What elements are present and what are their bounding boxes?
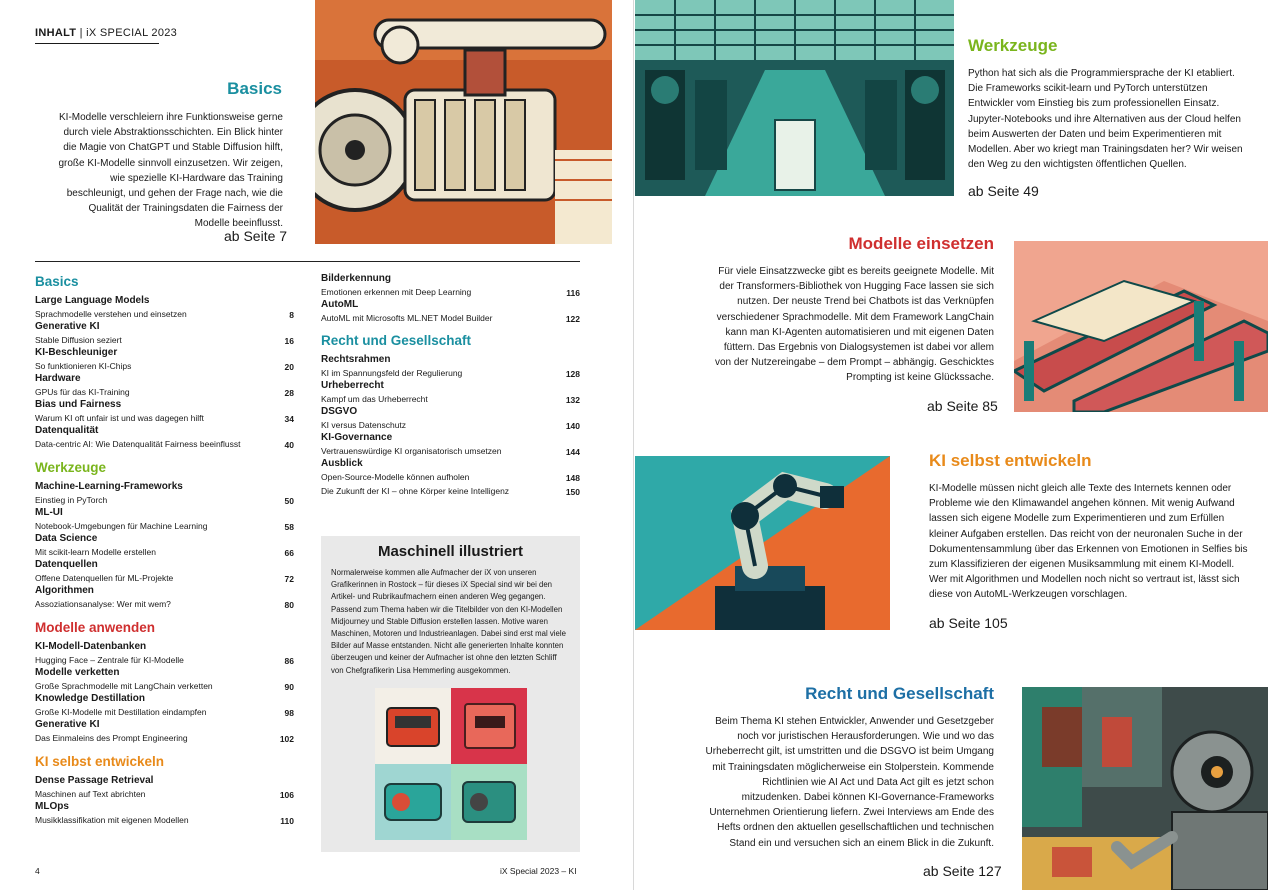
toc-entry-page: 150 [565, 487, 580, 497]
toc-entry-subtitle: Warum KI oft unfair ist und was dagegen hilft [35, 413, 204, 423]
modelle-heading: Modelle einsetzen [848, 234, 994, 253]
toc-entry-title: Knowledge Destillation [35, 693, 146, 704]
toc-entry-title: KI-Governance [321, 432, 393, 443]
toc-entry [35, 399, 294, 425]
toc-entry-title: AutoML [321, 299, 359, 310]
selbst-intro-text: KI-Modelle müssen nicht gleich alle Texte des Internets kennen oder Probleme wie den Klimawandel angehen können. Mit wenig Aufwand lassen sich eigene Modelle zum Experimentieren und zum Erfüllen kleiner Aufgaben erstellen. Das reicht von der neuronalen Suche in der Dokumentensammlung über das Erkennen von Emotionen in Selfies bis zum Klassifizieren der eigenen Musiksammlung mit einem KI-Modell. Wer mit Algorithmen und Modellen noch nicht so vertraut ist, lässt sich diese von AutoML-Werkzeugen vorschlagen. [929, 483, 1248, 601]
illustrated-box [321, 536, 580, 852]
toc-entry-title: MLOps [35, 801, 69, 812]
toc-entry-subtitle: Assoziationsanalyse: Wer mit wem? [35, 599, 171, 609]
toc-entry-title: Hardware [35, 373, 81, 384]
toc-entry [35, 719, 294, 745]
toc-entry [35, 425, 294, 451]
toc-entry-subtitle: Die Zukunft der KI – ohne Körper keine Intelligenz [321, 486, 510, 496]
toc-entry-page: 58 [284, 522, 294, 532]
toc-entry-title: Rechtsrahmen [321, 354, 391, 365]
magazine-footer: iX Special 2023 – KI [500, 866, 577, 876]
toc-entry-page: 8 [289, 310, 294, 320]
page-header [35, 27, 178, 44]
box-title: Maschinell illustriert [377, 543, 524, 560]
toc-entry-page: 98 [284, 708, 294, 718]
robot-painter-illustration [1022, 687, 1268, 890]
toc-entry [321, 380, 580, 406]
toc-entry-title: DSGVO [321, 406, 358, 417]
toc-entry [35, 533, 294, 559]
toc-entry-page: 122 [565, 314, 580, 324]
toc-entry-subtitle: Große Sprachmodelle mit LangChain verketten [35, 681, 213, 691]
toc-entry-title: Generative KI [35, 719, 100, 730]
werkzeuge-page-ref: ab Seite 49 [968, 183, 1039, 199]
modelle-intro-text: Für viele Einsatzzwecke gibt es bereits geeignete Modelle. Mit der Transformers-Bibliothek von Hugging Face lassen sie sich nutzen. Der neuste Trend bei Chatbots ist das Verknüpfen verschiedener Sprachmodelle. Mit dem Framework LangChain kann man KI-Agenten automatisieren und mit eigenen Daten füttern. Das Ergebnis von Dialogsystemen ist dabei vor allem von der Nutzereingabe – dem Prompt – abhängig. Geschicktes Prompting ist keine Glückssache. [714, 266, 994, 384]
header-rest: | iX SPECIAL 2023 [76, 27, 178, 39]
toc-entry-page: 40 [284, 440, 294, 450]
page-number-left: 4 [35, 866, 40, 876]
toc-entry-page: 66 [284, 548, 294, 558]
toc-entry-subtitle: AutoML mit Microsofts ML.NET Model Builder [321, 313, 493, 323]
engine-illustration [315, 0, 612, 244]
toc-entry-subtitle: GPUs für das KI-Training [35, 387, 130, 397]
recht-intro-text: Beim Thema KI stehen Entwickler, Anwender und Gesetzgeber noch vor juristischen Herausforderungen. Wie und wo das Urheberrecht gilt, ist umstritten und die DSGVO ist beim Umgang mit Trainingsdaten möglicherweise ein Stolperstein. Kommende Richtlinien wie AI Act und Data Act gilt es jetzt schon mitzudenken. Dabei können KI-Governance-Frameworks Unternehmen Orientierung liefern. Zwei Interviews am Ende des Hefts ordnen den aktuellen gesellschaftlichen und technischen Stand ein und versuchen sich an einem Blick in die Zukunft. [705, 716, 994, 849]
toc-entry [321, 354, 580, 380]
toc-entry-subtitle: Große KI-Modelle mit Destillation eindampfen [35, 707, 207, 717]
toc-entry-title: KI-Modell-Datenbanken [35, 641, 147, 652]
recht-heading: Recht und Gesellschaft [805, 684, 994, 703]
modelle-page-ref: ab Seite 85 [927, 398, 998, 414]
toc-entry-page: 72 [284, 574, 294, 584]
toc-entry-page: 86 [284, 656, 294, 666]
toc-entry-subtitle: Offene Datenquellen für ML-Projekte [35, 573, 174, 583]
toc-entry [35, 693, 294, 719]
robot-arm-illustration [635, 456, 890, 630]
toc-entry-subtitle: Data-centric AI: Wie Datenqualität Fairness beeinflusst [35, 439, 241, 449]
toc-entry-subtitle: Musikklassifikation mit eigenen Modellen [35, 815, 189, 825]
toc-entry-page: 90 [284, 682, 294, 692]
toc-entry-title: Data Science [35, 533, 98, 544]
toc-entry [35, 507, 294, 533]
toc-entry-subtitle: Notebook-Umgebungen für Machine Learning [35, 521, 208, 531]
toc-section-heading: Modelle anwenden [35, 620, 156, 635]
toc-entry [321, 299, 580, 325]
toc-entry [35, 667, 294, 693]
toc-entry [35, 347, 294, 373]
toc-entry-page: 102 [279, 734, 294, 744]
toc-entry [321, 484, 580, 498]
toc-entry-title: Datenqualität [35, 425, 99, 436]
toc-entry-page: 34 [284, 414, 294, 424]
basics-heading: Basics [227, 79, 282, 98]
toc-entry-page: 80 [284, 600, 294, 610]
toc-entry-title: Large Language Models [35, 295, 150, 306]
toc-entry-page: 144 [565, 447, 580, 457]
toc-entry-subtitle: Kampf um das Urheberrecht [321, 394, 428, 404]
toc-entry-title: Generative KI [35, 321, 100, 332]
toc-entry-page: 16 [284, 336, 294, 346]
selbst-page-ref: ab Seite 105 [929, 615, 1008, 631]
toc-entry-page: 28 [284, 388, 294, 398]
toc-section-entries [35, 481, 294, 611]
toc-entry-title: Machine-Learning-Frameworks [35, 481, 183, 492]
toc-entry-title: Algorithmen [35, 585, 94, 596]
toc-left-column [35, 274, 294, 827]
toc-entry-page: 128 [565, 369, 580, 379]
toc-entry [321, 273, 580, 299]
toc-entry-subtitle: Vertrauenswürdige KI organisatorisch umsetzen [321, 446, 502, 456]
toc-entry-subtitle: KI versus Datenschutz [321, 420, 407, 430]
toc-entry-subtitle: Mit scikit-learn Modelle erstellen [35, 547, 156, 557]
toc-entry [35, 481, 294, 507]
toc-entry [35, 321, 294, 347]
toc-entry-page: 140 [565, 421, 580, 431]
toc-section-entries [35, 295, 294, 451]
toc-entry [321, 406, 580, 432]
toc-entry-subtitle: Stable Diffusion seziert [35, 335, 122, 345]
recht-page-ref: ab Seite 127 [923, 863, 1002, 879]
toc-entry [35, 559, 294, 585]
toc-entry-subtitle: Maschinen auf Text abrichten [35, 789, 146, 799]
toc-entry-subtitle: KI im Spannungsfeld der Regulierung [321, 368, 463, 378]
toc-entry-title: ML-UI [35, 507, 63, 518]
box-image-grid [375, 688, 527, 840]
toc-entry [35, 295, 294, 321]
toc-entry-page: 106 [279, 790, 294, 800]
basics-intro-text: KI-Modelle verschleiern ihre Funktionsweise gerne durch viele Abstraktionsschichten. Ein Blick hinter die Magie von ChatGPT und Stable Diffusion hilft, große KI-Modelle sinnvoll einzusetzen. Wir zeigen, wie spezielle KI-Hardware das Training beschleunigt, und gehen der Frage nach, wie die Qualität der Trainingsdaten die Fairness der Modelle beeinflusst. [58, 112, 283, 230]
toc-entry-subtitle: Hugging Face – Zentrale für KI-Modelle [35, 655, 184, 665]
toc-entry-subtitle: Sprachmodelle verstehen und einsetzen [35, 309, 187, 319]
toc-entry-title: KI-Beschleuniger [35, 347, 118, 358]
toc-entry-subtitle: Open-Source-Modelle können aufholen [321, 472, 470, 482]
toc-middle-column [321, 273, 580, 498]
werkzeuge-heading: Werkzeuge [968, 36, 1058, 55]
toc-section-entries [35, 641, 294, 745]
factory-illustration [635, 0, 954, 196]
header-bold: INHALT [35, 27, 77, 39]
basics-page-ref: ab Seite 7 [224, 228, 288, 244]
toc-entry-title: Bias und Fairness [35, 399, 122, 410]
toc-section-recht: Recht und Gesellschaft [321, 333, 472, 348]
toc-entry-subtitle: Das Einmaleins des Prompt Engineering [35, 733, 188, 743]
toc-rule [35, 261, 580, 262]
page-divider [633, 0, 634, 890]
toc-entry-page: 20 [284, 362, 294, 372]
toc-entry-title: Modelle verketten [35, 667, 120, 678]
toc-entry [35, 801, 294, 827]
toc-entry [321, 432, 580, 458]
toc-entry-title: Datenquellen [35, 559, 98, 570]
toc-entry-page: 50 [284, 496, 294, 506]
toc-entry [35, 775, 294, 801]
toc-entry-page: 116 [566, 288, 580, 298]
toc-entry [35, 585, 294, 611]
toc-entry [321, 458, 580, 484]
toc-entry-title: Urheberrecht [321, 380, 384, 391]
toc-entry-subtitle: So funktionieren KI-Chips [35, 361, 132, 371]
werkzeuge-intro-text: Python hat sich als die Programmiersprache der KI etabliert. Die Frameworks scikit-learn und PyTorch unterstützen Entwickler vom Einstieg bis zum professionellen Einsatz. Jupyter-Notebooks und ihre Alternativen aus der Cloud helfen beim Auswerten der Daten und beim Experimentieren mit Modellen. Aber wo kriegt man Trainingsdaten her? Wir weisen den Weg zu den wichtigsten öffentlichen Quellen. [968, 68, 1243, 171]
selbst-heading: KI selbst entwickeln [929, 451, 1092, 470]
conveyor-illustration [1014, 241, 1268, 412]
box-text: Normalerweise kommen alle Aufmacher der iX von unseren Grafikerinnen in Rostock – für dieses iX Special sind wir bei den Artikel- und Rubrikaufmachern einen anderen Weg gegangen. Passend zum Thema haben wir die Titelbilder von den KI-Modellen Midjourney und Stable Diffusion erstellen lassen. Motive waren Maschinen, Motoren und Industrieanlagen. Dabei sind erst mal viele Bilder auf Masse entstanden. Nicht alle generierten Inhalte konnten überzeugen und keiner der Aufmacher ist ohne den letzten Schliff von Chefgrafikerin Lisa Hemmerling ausgekommen. [331, 568, 566, 675]
toc-entry-title: Dense Passage Retrieval [35, 775, 154, 786]
toc-section-heading: Basics [35, 274, 79, 289]
toc-entry-page: 110 [280, 816, 294, 826]
toc-entry-subtitle: Einstieg in PyTorch [35, 495, 108, 505]
toc-section-heading: KI selbst entwickeln [35, 754, 165, 769]
toc-entry-title: Ausblick [321, 458, 363, 469]
toc-entry [35, 641, 294, 667]
toc-entry-subtitle: Emotionen erkennen mit Deep Learning [321, 287, 472, 297]
toc-section-heading: Werkzeuge [35, 460, 107, 475]
toc-entry-page: 132 [565, 395, 580, 405]
toc-section-entries [35, 775, 294, 827]
toc-entry [35, 373, 294, 399]
toc-entry-title: Bilderkennung [321, 273, 392, 284]
toc-entry-page: 148 [565, 473, 580, 483]
